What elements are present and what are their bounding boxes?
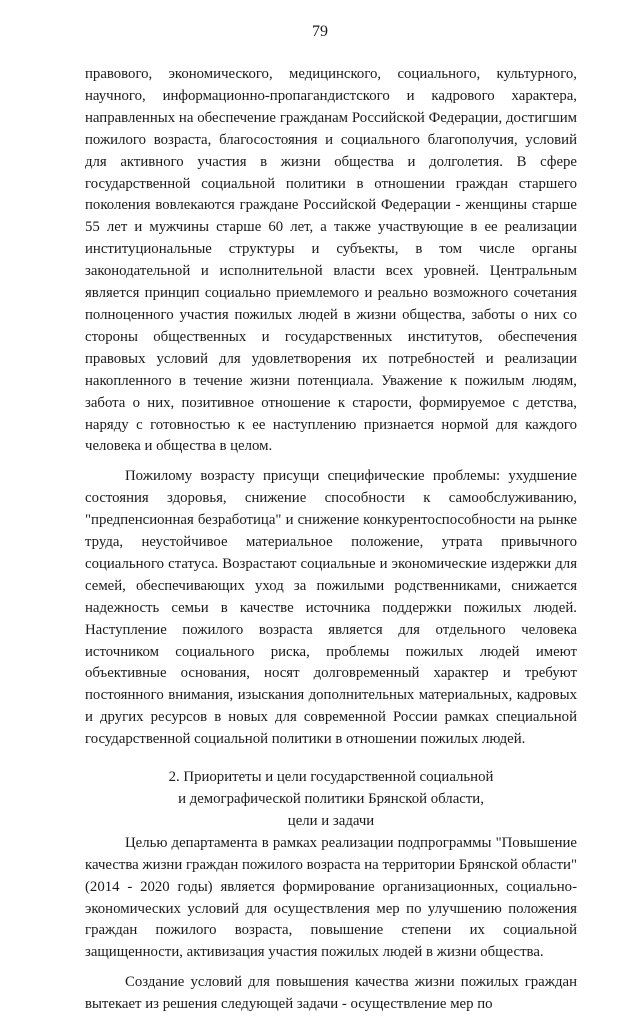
section-heading-line-3: цели и задачи (287, 812, 375, 829)
section-heading-line-2: и демографической политики Брянской области, (178, 791, 484, 807)
paragraph-problems: Пожилому возрасту присущи специфические проблемы: ухудшение состояния здоровья, снижение способности к самообслуживанию, "предпенсионная безработица" и снижение конкурентоспособности на рынке труда, неустойчивое материальное положение, утрата привычного социального статуса. Возрастают социальные и экономические издержки для семей, обеспечивающих уход за пожилыми родственниками, снижается надежность семьи в качестве источника поддержки пожилых людей. Наступление пожилого возраста является для отдельного человека источником социального риска, проблемы пожилых людей имеют объективные основания, носят долговременный характер и требуют постоянного внимания, изыскания дополнительных материальных, кадровых и других ресурсов в новых для современной России рамках специальной государственной социальной политики в отношении пожилых людей. (85, 468, 577, 748)
paragraph-task: Создание условий для повышения качества жизни пожилых граждан вытекает из решения следующей задачи - осуществление мер по (85, 974, 577, 1013)
document-body (85, 64, 577, 1016)
section-heading-line-1: 2. Приоритеты и цели государственной социальной (168, 769, 494, 786)
section-heading (85, 767, 577, 833)
page-number: 79 (312, 23, 328, 40)
paragraph-goal: Целью департамента в рамках реализации подпрограммы "Повышение качества жизни граждан пожилого возраста на территории Брянской области" (2014 - 2020 годы) является формирование организационных, социально-экономических условий для осуществления мер по улучшению положения граждан пожилого возраста, повышение степени их социальной защищенности, активизация участия пожилых людей в жизни общества. (85, 834, 577, 961)
paragraph-continued: правового, экономического, медицинского, социального, культурного, научного, информационно-пропагандистского и кадрового характера, направленных на обеспечение гражданам Российской Федерации, достигшим пожилого возраста, благосостояния и социального благополучия, условий для активного участия в жизни общества и долголетия. В сфере государственной социальной политики в отношении граждан старшего поколения вовлекаются граждане Российской Федерации - женщины старше 55 лет и мужчины старше 60 лет, а также участвующие в ее реализации институциональные структуры и субъекты, в том числе органы законодательной и исполнительной власти всех уровней. Центральным является принцип социально приемлемого и реально возможного сочетания полноценного участия пожилых людей в жизни общества, заботы о них со стороны общественных и государственных институтов, обеспечения правовых условий для удовлетворения их потребностей и реализации накопленного в течение жизни потенциала. Уважение к пожилым людям, забота о них, позитивное отношение к старости, формируемое с детства, наряду с готовностью к ее наступлению признается нормой для каждого человека и общества в целом. (85, 66, 577, 455)
